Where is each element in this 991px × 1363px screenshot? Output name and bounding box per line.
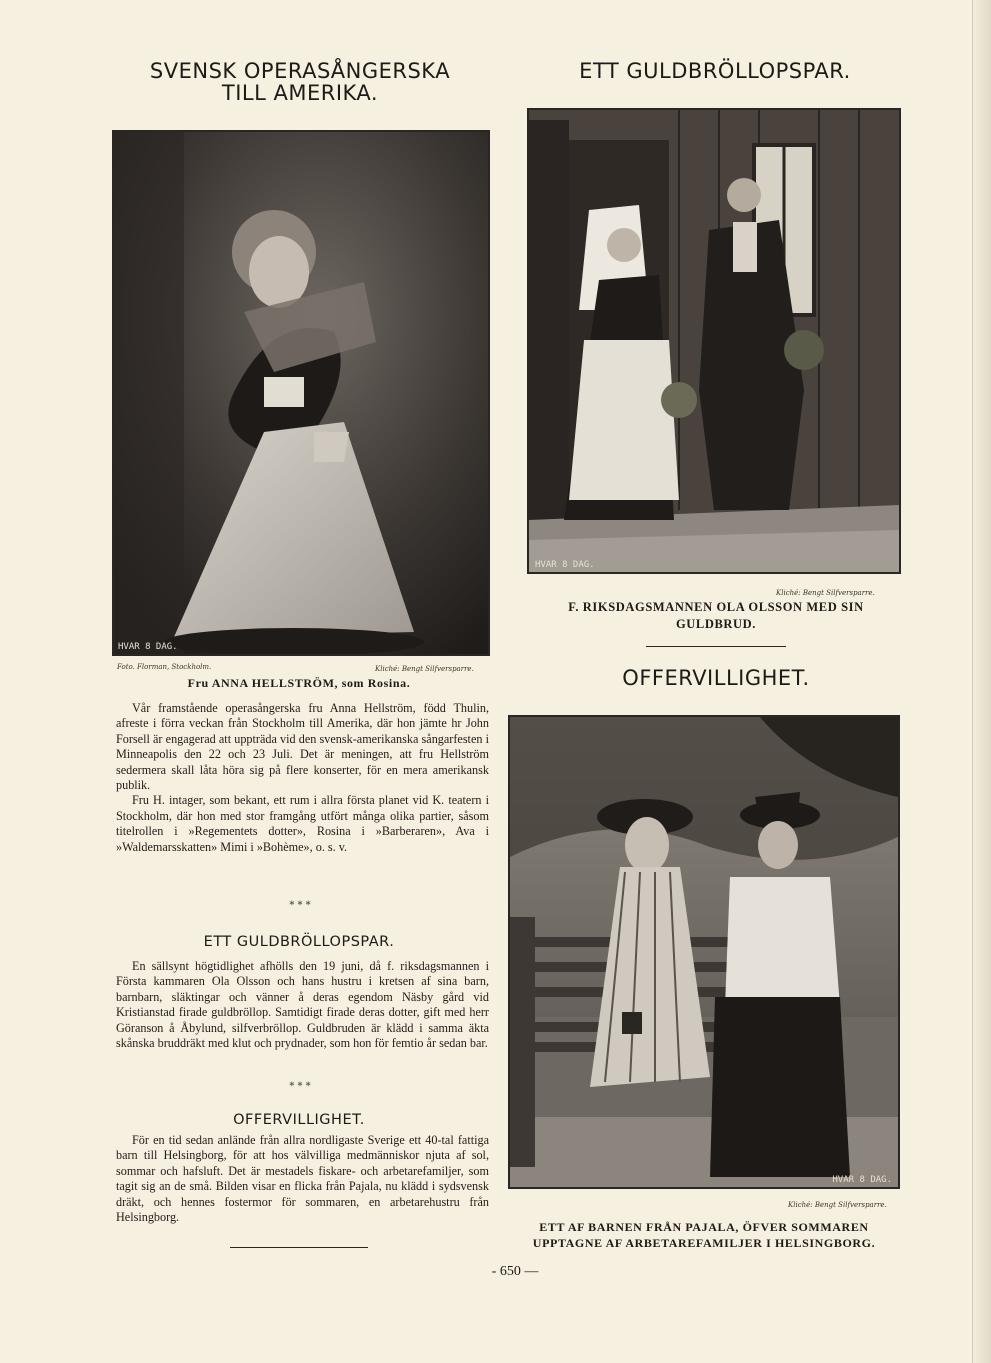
guldbrollop-article xyxy=(116,959,489,1051)
olsson-caption-line2: GULDBRUD. xyxy=(675,616,757,631)
hellstrom-photo xyxy=(112,130,490,656)
hellstrom-photo-watermark: HVAR 8 DAG. xyxy=(118,642,178,652)
offervillighet-paragraph: För en tid sedan anlände från allra nordligaste Sverige ett 40-tal fattiga barn till Helsingborg, för att hos välvilliga medmänniskor njuta af sol, sommar och hafsluft. Det är mestadels fiskare- och arbetarefamiljer, som tagit sig an de små. Bilden visar en flicka från Pajala, nu klädd i sydsvensk dräkt, och hennes fostermor för sommaren, en arbetarehustru från Helsingborg. xyxy=(116,1133,489,1225)
guldbrollop-paragraph: En sällsynt högtidlighet afhölls den 19 juni, då f. riksdagsmannen i Första kammaren Ola Olsson och hans hustru i kretsen af sina barn, barnbarn, släktingar och vänner å deras egendom Näsby gård vid Kristianstad firade guldbröllop. Samtidigt firade deras dotter, gift med herr Göranson å Åbylund, silfverbröllop. Guldbruden är klädd i samma äkta skånska bruddräkt med klut och prydnader, som hon för femtio år sedan bar. xyxy=(116,959,489,1051)
hellstrom-cliche-credit: Kliché: Bengt Silfversparre. xyxy=(375,665,474,673)
pajala-photo-watermark: HVAR 8 DAG. xyxy=(832,1175,892,1185)
olsson-photo-watermark: HVAR 8 DAG. xyxy=(535,560,595,570)
pajala-caption-line2: UPPTAGNE AF ARBETAREFAMILJER I HELSINGBORG. xyxy=(532,1236,876,1251)
hellstrom-paragraph-2: Fru H. intager, som bekant, ett rum i allra första planet vid K. teatern i Stockholm, där hon med stor framgång utfört många olika partier, såsom titelrollen i »Regementets dotter», Rosina i »Barberaren», Ava i »Waldemarsskatten» Mimi i »Bohème», o. s. v. xyxy=(116,793,489,854)
left-heading-line2: TILL AMERIKA. xyxy=(221,81,379,106)
hellstrom-photo-image xyxy=(114,132,488,654)
page-number: - 650 — xyxy=(491,1264,539,1279)
left-heading-line1: SVENSK OPERASÅNGERSKA xyxy=(149,59,451,83)
olsson-couple-photo xyxy=(527,108,901,574)
section-divider-stars-1: * * * xyxy=(289,900,311,911)
section-divider-stars-2: * * * xyxy=(289,1081,311,1092)
hellstrom-article xyxy=(116,701,489,855)
right-heading-offervillighet: OFFERVILLIGHET. xyxy=(622,666,810,690)
hellstrom-paragraph-1: Vår framstående operasångerska fru Anna Hellström, född Thulin, afreste i förra veckan från Stockholm till Amerika, där hon jämte hr John Forsell är engagerad att uppträda vid den svensk-amerikanska sångarfesten i Minneapolis den 22 och 23 Juli. Det är meningen, att fru Hellström sedermera skall låta höra sig på flere konserter, för en mera amerikansk publik. xyxy=(116,701,489,793)
right-column-rule xyxy=(646,646,786,647)
pajala-photo-image xyxy=(510,717,898,1187)
pajala-photo xyxy=(508,715,900,1189)
olsson-couple-photo-image xyxy=(529,110,899,572)
left-heading xyxy=(110,60,490,104)
hellstrom-photo-credit: Foto. Florman, Stockholm. xyxy=(117,663,212,671)
page-edge xyxy=(972,0,991,1363)
hellstrom-caption: Fru ANNA HELLSTRÖM, som Rosina. xyxy=(187,676,411,690)
article-end-rule xyxy=(230,1247,368,1248)
pajala-caption-line1: ETT AF BARNEN FRÅN PAJALA, ÖFVER SOMMAREN xyxy=(539,1220,869,1234)
olsson-photo-credit: Kliché: Bengt Silfversparre. xyxy=(776,589,875,597)
right-heading-guldbrollop: ETT GULDBRÖLLOPSPAR. xyxy=(579,59,851,83)
offervillighet-heading: OFFERVILLIGHET. xyxy=(233,1112,365,1128)
pajala-photo-credit: Kliché: Bengt Silfversparre. xyxy=(788,1201,887,1209)
pajala-caption xyxy=(508,1219,900,1251)
olsson-caption-line1: F. RIKSDAGSMANNEN OLA OLSSON MED SIN xyxy=(568,600,864,614)
offervillighet-article xyxy=(116,1133,489,1225)
guldbrollop-heading: ETT GULDBRÖLLOPSPAR. xyxy=(203,934,395,950)
olsson-caption xyxy=(520,599,912,633)
